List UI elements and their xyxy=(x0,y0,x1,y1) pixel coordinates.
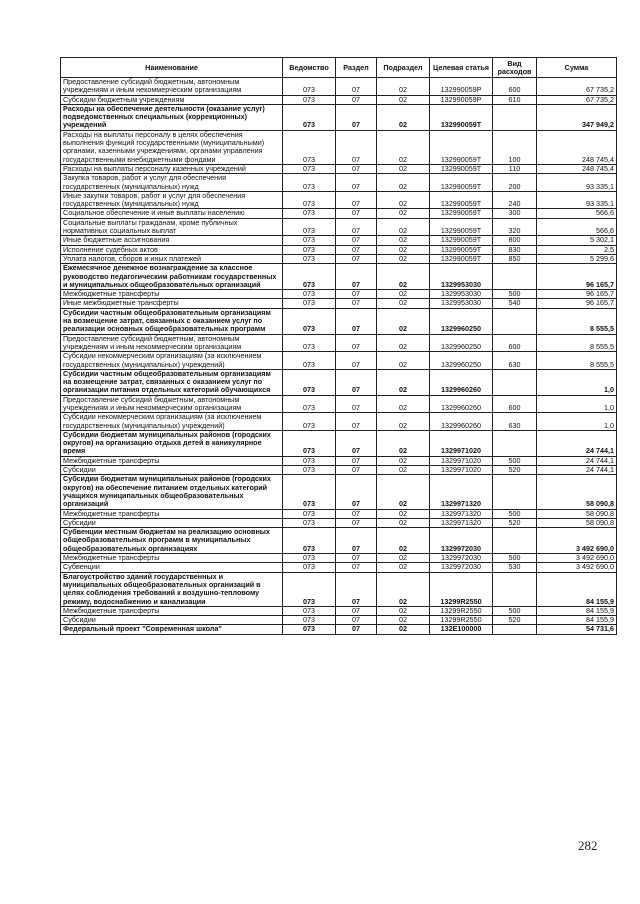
cell-article: 1329971320 xyxy=(430,509,493,518)
cell-article: 1329971320 xyxy=(430,518,493,527)
cell-expense-type xyxy=(493,475,537,509)
cell-name: Благоустройство зданий государственных и муниципальных общеобразовательных организаций в целях соблюдения требований к воздушно-тепловому режиму, водоснабжению и канализации xyxy=(61,572,283,606)
table-row xyxy=(61,236,617,245)
cell-dept: 073 xyxy=(283,236,336,245)
cell-section: 07 xyxy=(336,334,377,352)
cell-section: 07 xyxy=(336,606,377,615)
cell-dept: 073 xyxy=(283,430,336,456)
cell-name: Субсидии xyxy=(61,466,283,475)
cell-section: 07 xyxy=(336,191,377,209)
cell-name: Субсидии xyxy=(61,616,283,625)
cell-sum: 566,6 xyxy=(537,209,617,218)
cell-name: Расходы на выплаты персоналу казенных учреждений xyxy=(61,164,283,173)
cell-name: Федеральный проект "Современная школа" xyxy=(61,625,283,634)
table-row xyxy=(61,130,617,164)
table-row xyxy=(61,299,617,308)
cell-dept: 073 xyxy=(283,191,336,209)
table-row xyxy=(61,528,617,554)
table-row xyxy=(61,174,617,192)
table-row xyxy=(61,430,617,456)
cell-dept: 073 xyxy=(283,456,336,465)
cell-subsection: 02 xyxy=(377,308,430,334)
cell-dept: 073 xyxy=(283,164,336,173)
table-row xyxy=(61,554,617,563)
cell-subsection: 02 xyxy=(377,174,430,192)
table-row xyxy=(61,606,617,615)
cell-sum: 24 744,1 xyxy=(537,430,617,456)
cell-section: 07 xyxy=(336,456,377,465)
cell-dept: 073 xyxy=(283,554,336,563)
cell-subsection: 02 xyxy=(377,299,430,308)
cell-expense-type: 200 xyxy=(493,174,537,192)
table-row xyxy=(61,209,617,218)
cell-name: Субсидии частным общеобразовательным организациям на возмещение затрат, связанных с оказанием услуг по организации питания отдельных категорий обучающихся xyxy=(61,369,283,395)
cell-article: 1329971020 xyxy=(430,466,493,475)
table-row xyxy=(61,395,617,413)
cell-dept: 073 xyxy=(283,254,336,263)
cell-dept: 073 xyxy=(283,395,336,413)
cell-subsection: 02 xyxy=(377,191,430,209)
cell-section: 07 xyxy=(336,352,377,370)
cell-expense-type: 240 xyxy=(493,191,537,209)
cell-subsection: 02 xyxy=(377,236,430,245)
cell-name: Субсидии частным общеобразовательным организациям на возмещение затрат, связанных с оказанием услуг по реализации основных общеобразовательных программ xyxy=(61,308,283,334)
cell-sum: 84 155,9 xyxy=(537,606,617,615)
cell-expense-type: 500 xyxy=(493,509,537,518)
cell-subsection: 02 xyxy=(377,352,430,370)
cell-expense-type xyxy=(493,430,537,456)
cell-expense-type xyxy=(493,308,537,334)
cell-article: 132990059T xyxy=(430,254,493,263)
cell-section: 07 xyxy=(336,95,377,104)
cell-section: 07 xyxy=(336,395,377,413)
table-row xyxy=(61,164,617,173)
cell-sum: 3 492 690,0 xyxy=(537,554,617,563)
cell-expense-type: 630 xyxy=(493,352,537,370)
cell-expense-type: 630 xyxy=(493,413,537,431)
cell-section: 07 xyxy=(336,174,377,192)
table-row xyxy=(61,475,617,509)
cell-subsection: 02 xyxy=(377,290,430,299)
cell-name: Закупка товаров, работ и услуг для обеспечения государственных (муниципальных) нужд xyxy=(61,174,283,192)
header-dept: Ведомство xyxy=(283,58,336,78)
cell-dept: 073 xyxy=(283,290,336,299)
cell-name: Субвенции xyxy=(61,563,283,572)
cell-name: Социальное обеспечение и иные выплаты населению xyxy=(61,209,283,218)
cell-expense-type: 530 xyxy=(493,563,537,572)
table-row xyxy=(61,369,617,395)
cell-sum: 8 555,5 xyxy=(537,352,617,370)
cell-sum: 5 299,6 xyxy=(537,254,617,263)
cell-name: Социальные выплаты гражданам, кроме публичных нормативных социальных выплат xyxy=(61,218,283,236)
cell-article: 1329972030 xyxy=(430,554,493,563)
cell-article: 132990059T xyxy=(430,164,493,173)
table-row xyxy=(61,518,617,527)
cell-article: 1329960250 xyxy=(430,308,493,334)
header-expense-type: Вид расходов xyxy=(493,58,537,78)
cell-subsection: 02 xyxy=(377,254,430,263)
cell-expense-type xyxy=(493,625,537,634)
cell-article: 1329960260 xyxy=(430,413,493,431)
cell-expense-type: 300 xyxy=(493,209,537,218)
table-row xyxy=(61,509,617,518)
cell-section: 07 xyxy=(336,130,377,164)
table-row xyxy=(61,308,617,334)
cell-name: Межбюджетные трансферты xyxy=(61,290,283,299)
cell-name: Межбюджетные трансферты xyxy=(61,606,283,615)
cell-dept: 073 xyxy=(283,299,336,308)
cell-article: 132990059T xyxy=(430,209,493,218)
cell-dept: 073 xyxy=(283,369,336,395)
cell-expense-type: 850 xyxy=(493,254,537,263)
cell-name: Исполнение судебных актов xyxy=(61,245,283,254)
cell-name: Субвенции местным бюджетам на реализацию основных общеобразовательных программ в муниципальных общеобразовательных организациях xyxy=(61,528,283,554)
cell-name: Ежемесячное денежное вознаграждение за классное руководство педагогическим работникам государственных и муниципальных общеобразовательных организаций xyxy=(61,264,283,290)
cell-sum: 1,0 xyxy=(537,395,617,413)
cell-section: 07 xyxy=(336,218,377,236)
cell-dept: 073 xyxy=(283,264,336,290)
cell-article: 132990059T xyxy=(430,104,493,130)
budget-table xyxy=(60,57,617,635)
cell-dept: 073 xyxy=(283,616,336,625)
cell-section: 07 xyxy=(336,625,377,634)
cell-subsection: 02 xyxy=(377,78,430,96)
cell-subsection: 02 xyxy=(377,334,430,352)
cell-dept: 073 xyxy=(283,95,336,104)
table-body xyxy=(61,78,617,635)
cell-section: 07 xyxy=(336,209,377,218)
cell-dept: 073 xyxy=(283,209,336,218)
cell-article: 13299R2550 xyxy=(430,616,493,625)
cell-sum: 24 744,1 xyxy=(537,456,617,465)
cell-sum: 84 155,9 xyxy=(537,572,617,606)
cell-article: 1329953030 xyxy=(430,299,493,308)
cell-name: Субсидии бюджетам муниципальных районов (городских округов) на организацию отдыха детей в каникулярное время xyxy=(61,430,283,456)
table-row xyxy=(61,218,617,236)
cell-subsection: 02 xyxy=(377,606,430,615)
cell-article: 1329953030 xyxy=(430,290,493,299)
header-sum: Сумма xyxy=(537,58,617,78)
cell-sum: 5 302,1 xyxy=(537,236,617,245)
cell-name: Иные межбюджетные трансферты xyxy=(61,299,283,308)
table-header-row xyxy=(61,58,617,78)
cell-expense-type: 600 xyxy=(493,334,537,352)
cell-dept: 073 xyxy=(283,352,336,370)
cell-section: 07 xyxy=(336,554,377,563)
cell-sum: 8 555,5 xyxy=(537,308,617,334)
header-article: Целевая статья xyxy=(430,58,493,78)
cell-subsection: 02 xyxy=(377,518,430,527)
cell-article: 1329972030 xyxy=(430,563,493,572)
cell-expense-type xyxy=(493,104,537,130)
cell-name: Иные бюджетные ассигнования xyxy=(61,236,283,245)
cell-article: 1329960260 xyxy=(430,395,493,413)
cell-sum: 67 735,2 xyxy=(537,78,617,96)
cell-expense-type: 520 xyxy=(493,616,537,625)
cell-article: 13299R2550 xyxy=(430,572,493,606)
cell-sum: 248 745,4 xyxy=(537,130,617,164)
table-row xyxy=(61,191,617,209)
cell-sum: 1,0 xyxy=(537,369,617,395)
cell-section: 07 xyxy=(336,308,377,334)
cell-expense-type: 800 xyxy=(493,236,537,245)
cell-name: Расходы на выплаты персоналу в целях обеспечения выполнения функций государственными (муниципальными) органами, казенными учреждениями, органами управления государственными внебюджетными фондами xyxy=(61,130,283,164)
cell-dept: 073 xyxy=(283,78,336,96)
cell-dept: 073 xyxy=(283,308,336,334)
cell-subsection: 02 xyxy=(377,554,430,563)
table-row xyxy=(61,290,617,299)
cell-subsection: 02 xyxy=(377,264,430,290)
table-row xyxy=(61,334,617,352)
cell-section: 07 xyxy=(336,518,377,527)
cell-expense-type: 500 xyxy=(493,606,537,615)
cell-subsection: 02 xyxy=(377,104,430,130)
cell-article: 1329960250 xyxy=(430,334,493,352)
page-number: 282 xyxy=(578,838,598,853)
table-row xyxy=(61,352,617,370)
cell-name: Субсидии бюджетным учреждениям xyxy=(61,95,283,104)
cell-dept: 073 xyxy=(283,606,336,615)
cell-sum: 54 731,6 xyxy=(537,625,617,634)
table-row xyxy=(61,456,617,465)
cell-expense-type: 830 xyxy=(493,245,537,254)
cell-name: Субсидии бюджетам муниципальных районов (городских округов) на обеспечение питанием отдельных категорий учащихся муниципальных общеобразовательных организаций xyxy=(61,475,283,509)
cell-expense-type: 600 xyxy=(493,395,537,413)
cell-subsection: 02 xyxy=(377,413,430,431)
cell-sum: 1,0 xyxy=(537,413,617,431)
cell-subsection: 02 xyxy=(377,509,430,518)
table-row xyxy=(61,572,617,606)
cell-expense-type: 540 xyxy=(493,299,537,308)
cell-article: 132990059T xyxy=(430,218,493,236)
cell-subsection: 02 xyxy=(377,466,430,475)
cell-expense-type: 520 xyxy=(493,466,537,475)
cell-dept: 073 xyxy=(283,475,336,509)
cell-article: 132990059P xyxy=(430,78,493,96)
table-row xyxy=(61,625,617,634)
cell-section: 07 xyxy=(336,413,377,431)
cell-subsection: 02 xyxy=(377,528,430,554)
cell-dept: 073 xyxy=(283,218,336,236)
table-row xyxy=(61,245,617,254)
cell-article: 132990059P xyxy=(430,95,493,104)
cell-article: 13299R2550 xyxy=(430,606,493,615)
cell-name: Межбюджетные трансферты xyxy=(61,456,283,465)
cell-dept: 073 xyxy=(283,466,336,475)
cell-section: 07 xyxy=(336,572,377,606)
cell-expense-type: 500 xyxy=(493,554,537,563)
table-row xyxy=(61,616,617,625)
cell-sum: 96 165,7 xyxy=(537,290,617,299)
cell-subsection: 02 xyxy=(377,625,430,634)
cell-article: 132990059T xyxy=(430,236,493,245)
cell-sum: 84 155,9 xyxy=(537,616,617,625)
cell-dept: 073 xyxy=(283,572,336,606)
cell-name: Межбюджетные трансферты xyxy=(61,509,283,518)
cell-expense-type: 600 xyxy=(493,78,537,96)
table-row xyxy=(61,466,617,475)
cell-name: Субсидии xyxy=(61,518,283,527)
cell-sum: 248 745,4 xyxy=(537,164,617,173)
cell-expense-type: 110 xyxy=(493,164,537,173)
cell-name: Уплата налогов, сборов и иных платежей xyxy=(61,254,283,263)
cell-subsection: 02 xyxy=(377,209,430,218)
cell-sum: 93 335,1 xyxy=(537,191,617,209)
cell-subsection: 02 xyxy=(377,164,430,173)
cell-subsection: 02 xyxy=(377,245,430,254)
table-row xyxy=(61,104,617,130)
cell-name: Субсидии некоммерческим организациям (за исключением государственных (муниципальных) учреждений) xyxy=(61,352,283,370)
cell-expense-type: 500 xyxy=(493,290,537,299)
cell-sum: 67 735,2 xyxy=(537,95,617,104)
cell-dept: 073 xyxy=(283,130,336,164)
cell-dept: 073 xyxy=(283,509,336,518)
cell-expense-type xyxy=(493,369,537,395)
cell-section: 07 xyxy=(336,236,377,245)
cell-subsection: 02 xyxy=(377,369,430,395)
cell-subsection: 02 xyxy=(377,572,430,606)
cell-sum: 3 492 690,0 xyxy=(537,528,617,554)
cell-dept: 073 xyxy=(283,625,336,634)
cell-article: 1329960260 xyxy=(430,369,493,395)
cell-sum: 58 090,8 xyxy=(537,475,617,509)
cell-sum: 93 335,1 xyxy=(537,174,617,192)
cell-dept: 073 xyxy=(283,528,336,554)
cell-sum: 566,6 xyxy=(537,218,617,236)
cell-section: 07 xyxy=(336,475,377,509)
cell-sum: 96 165,7 xyxy=(537,264,617,290)
cell-name: Субсидии некоммерческим организациям (за исключением государственных (муниципальных) учреждений) xyxy=(61,413,283,431)
cell-subsection: 02 xyxy=(377,456,430,465)
cell-section: 07 xyxy=(336,299,377,308)
cell-section: 07 xyxy=(336,509,377,518)
cell-article: 1329971020 xyxy=(430,430,493,456)
cell-subsection: 02 xyxy=(377,130,430,164)
cell-section: 07 xyxy=(336,78,377,96)
cell-name: Предоставление субсидий бюджетным, автономным учреждениям и иным некоммерческим организациям xyxy=(61,78,283,96)
cell-name: Предоставление субсидий бюджетным, автономным учреждениям и иным некоммерческим организациям xyxy=(61,334,283,352)
cell-expense-type: 500 xyxy=(493,456,537,465)
cell-sum: 3 492 690,0 xyxy=(537,563,617,572)
cell-subsection: 02 xyxy=(377,563,430,572)
cell-name: Предоставление субсидий бюджетным, автономным учреждениям и иным некоммерческим организациям xyxy=(61,395,283,413)
cell-article: 132990059T xyxy=(430,191,493,209)
table-row xyxy=(61,563,617,572)
cell-dept: 073 xyxy=(283,104,336,130)
cell-name: Межбюджетные трансферты xyxy=(61,554,283,563)
cell-subsection: 02 xyxy=(377,475,430,509)
cell-article: 132990059T xyxy=(430,174,493,192)
cell-dept: 073 xyxy=(283,334,336,352)
cell-expense-type xyxy=(493,528,537,554)
cell-article: 132990059T xyxy=(430,245,493,254)
cell-section: 07 xyxy=(336,430,377,456)
cell-article: 132E100000 xyxy=(430,625,493,634)
cell-section: 07 xyxy=(336,466,377,475)
cell-section: 07 xyxy=(336,245,377,254)
cell-section: 07 xyxy=(336,290,377,299)
cell-expense-type xyxy=(493,572,537,606)
cell-expense-type: 320 xyxy=(493,218,537,236)
cell-name: Расходы на обеспечение деятельности (оказание услуг) подведомственных специальных (коррекционных) учреждений xyxy=(61,104,283,130)
cell-section: 07 xyxy=(336,563,377,572)
table-row xyxy=(61,254,617,263)
cell-dept: 073 xyxy=(283,174,336,192)
cell-article: 1329972030 xyxy=(430,528,493,554)
header-subsection: Подраздел xyxy=(377,58,430,78)
cell-expense-type: 610 xyxy=(493,95,537,104)
header-name: Наименование xyxy=(61,58,283,78)
cell-sum: 2,5 xyxy=(537,245,617,254)
cell-subsection: 02 xyxy=(377,218,430,236)
cell-subsection: 02 xyxy=(377,395,430,413)
cell-section: 07 xyxy=(336,104,377,130)
cell-section: 07 xyxy=(336,254,377,263)
cell-sum: 58 090,8 xyxy=(537,518,617,527)
cell-sum: 347 949,2 xyxy=(537,104,617,130)
cell-dept: 073 xyxy=(283,518,336,527)
cell-sum: 96 165,7 xyxy=(537,299,617,308)
table-row xyxy=(61,413,617,431)
cell-dept: 073 xyxy=(283,563,336,572)
header-section: Раздел xyxy=(336,58,377,78)
cell-article: 1329953030 xyxy=(430,264,493,290)
cell-section: 07 xyxy=(336,616,377,625)
cell-sum: 24 744,1 xyxy=(537,466,617,475)
table-row xyxy=(61,78,617,96)
cell-article: 1329971320 xyxy=(430,475,493,509)
cell-subsection: 02 xyxy=(377,616,430,625)
cell-expense-type xyxy=(493,264,537,290)
cell-section: 07 xyxy=(336,264,377,290)
cell-sum: 8 555,5 xyxy=(537,334,617,352)
cell-subsection: 02 xyxy=(377,430,430,456)
cell-expense-type: 100 xyxy=(493,130,537,164)
cell-section: 07 xyxy=(336,528,377,554)
table-row xyxy=(61,95,617,104)
cell-dept: 073 xyxy=(283,413,336,431)
cell-subsection: 02 xyxy=(377,95,430,104)
cell-sum: 58 090,8 xyxy=(537,509,617,518)
cell-article: 1329960250 xyxy=(430,352,493,370)
cell-dept: 073 xyxy=(283,245,336,254)
cell-article: 132990059T xyxy=(430,130,493,164)
cell-expense-type: 520 xyxy=(493,518,537,527)
cell-section: 07 xyxy=(336,164,377,173)
cell-article: 1329971020 xyxy=(430,456,493,465)
cell-name: Иные закупки товаров, работ и услуг для обеспечения государственных (муниципальных) нужд xyxy=(61,191,283,209)
cell-section: 07 xyxy=(336,369,377,395)
table-row xyxy=(61,264,617,290)
